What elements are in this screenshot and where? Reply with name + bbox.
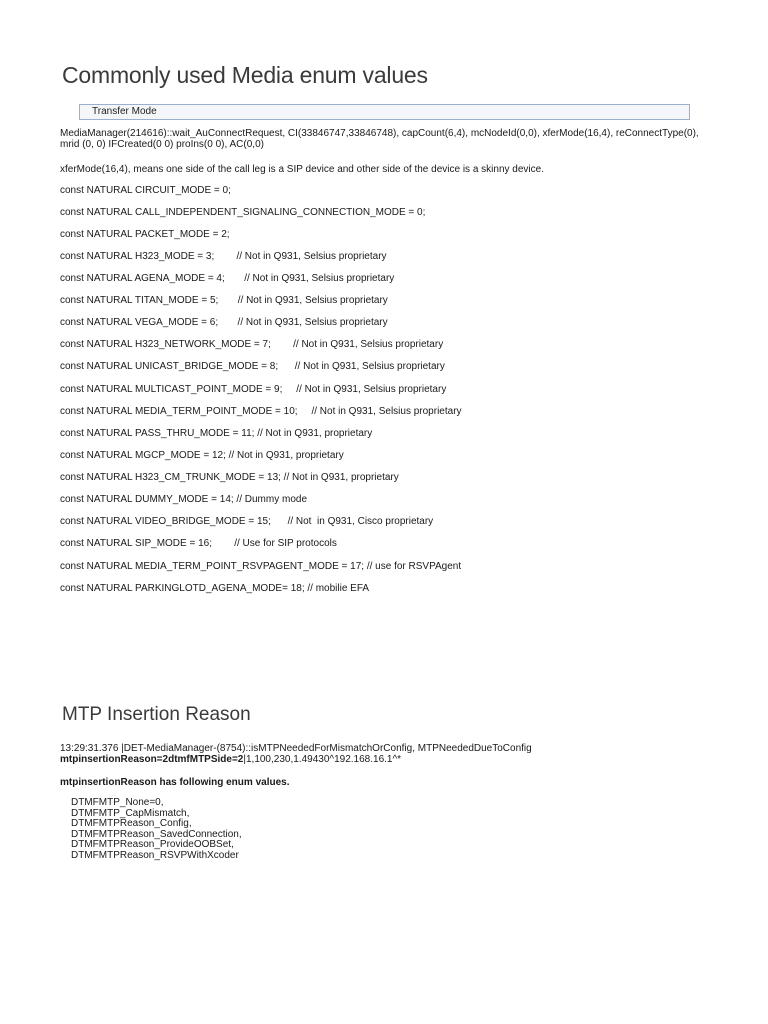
enum-values-list xyxy=(71,798,242,862)
enum-value: DTMFMTPReason_RSVPWithXcoder xyxy=(71,849,239,861)
const-line: const NATURAL VIDEO_BRIDGE_MODE = 15; // Not in Q931, Cisco proprietary xyxy=(60,516,434,527)
const-line: const NATURAL UNICAST_BRIDGE_MODE = 8; // Not in Q931, Selsius proprietary xyxy=(60,361,445,372)
enum-value: DTMFMTPReason_Config, xyxy=(71,818,192,830)
const-line: const NATURAL AGENA_MODE = 4; // Not in Q931, Selsius proprietary xyxy=(60,273,395,284)
const-line: const NATURAL H323_MODE = 3; // Not in Q931, Selsius proprietary xyxy=(60,251,387,262)
const-line: const NATURAL PARKINGLOTD_AGENA_MODE= 18; // mobilie EFA xyxy=(60,583,370,594)
enum-heading xyxy=(60,777,710,788)
const-line: const NATURAL MGCP_MODE = 12; // Not in Q931, proprietary xyxy=(60,450,344,461)
enum-value: DTMFMTPReason_SavedConnection, xyxy=(71,828,242,840)
const-line: const NATURAL CIRCUIT_MODE = 0; xyxy=(60,185,231,196)
const-line: const NATURAL PASS_THRU_MODE = 11; // Not in Q931, proprietary xyxy=(60,428,373,439)
const-line: const NATURAL H323_CM_TRUNK_MODE = 13; // Not in Q931, proprietary xyxy=(60,472,399,483)
enum-heading-text: mtpinsertionReason has following enum values. xyxy=(60,777,290,788)
enum-value: DTMFMTPReason_ProvideOOBSet, xyxy=(71,839,234,851)
const-line: const NATURAL SIP_MODE = 16; // Use for SIP protocols xyxy=(60,538,337,549)
const-line: const NATURAL PACKET_MODE = 2; xyxy=(60,229,230,240)
xfer-mode-explanation: xferMode(16,4), means one side of the call leg is a SIP device and other side of the device is a skinny device. xyxy=(60,164,544,175)
mtp-log-bold: mtpinsertionReason=2dtmfMTPSide=2 xyxy=(60,754,244,765)
const-line: const NATURAL DUMMY_MODE = 14; // Dummy mode xyxy=(60,494,308,505)
mtp-log-line xyxy=(60,743,710,765)
const-line: const NATURAL MULTICAST_POINT_MODE = 9; // Not in Q931, Selsius proprietary xyxy=(60,384,447,395)
enum-value: DTMFMTP_None=0, xyxy=(71,797,164,808)
section-title-media-enum: Commonly used Media enum values xyxy=(62,62,428,88)
const-line: const NATURAL TITAN_MODE = 5; // Not in Q931, Selsius proprietary xyxy=(60,295,388,306)
section-title-mtp-insertion: MTP Insertion Reason xyxy=(62,704,251,725)
media-manager-log-line: MediaManager(214616)::wait_AuConnectRequest, CI(33846747,33846748), capCount(6,4), mcNodeId(0,0), xferMode(16,4), reConnectType(0), mrid (0, 0) IFCreated(0 0) proIns(0 0), AC(0,0) xyxy=(60,128,699,150)
const-line: const NATURAL MEDIA_TERM_POINT_RSVPAGENT_MODE = 17; // use for RSVPAgent xyxy=(60,561,462,572)
transfer-mode-label: Transfer Mode xyxy=(92,106,157,117)
enum-value: DTMFMTP_CapMismatch, xyxy=(71,807,190,819)
const-line: const NATURAL H323_NETWORK_MODE = 7; // Not in Q931, Selsius proprietary xyxy=(60,339,444,350)
mtp-log-prefix: 13:29:31.376 |DET-MediaManager-(8754)::isMTPNeededForMismatchOrConfig, MTPNeededDueToConfig xyxy=(60,743,532,754)
transfer-mode-box xyxy=(79,104,690,120)
const-line: const NATURAL MEDIA_TERM_POINT_MODE = 10; // Not in Q931, Selsius proprietary xyxy=(60,406,462,417)
const-line: const NATURAL VEGA_MODE = 6; // Not in Q931, Selsius proprietary xyxy=(60,317,388,328)
const-line: const NATURAL CALL_INDEPENDENT_SIGNALING_CONNECTION_MODE = 0; xyxy=(60,207,426,218)
mtp-log-suffix: |1,100,230,1.49430^192.168.16.1^* xyxy=(243,754,402,765)
